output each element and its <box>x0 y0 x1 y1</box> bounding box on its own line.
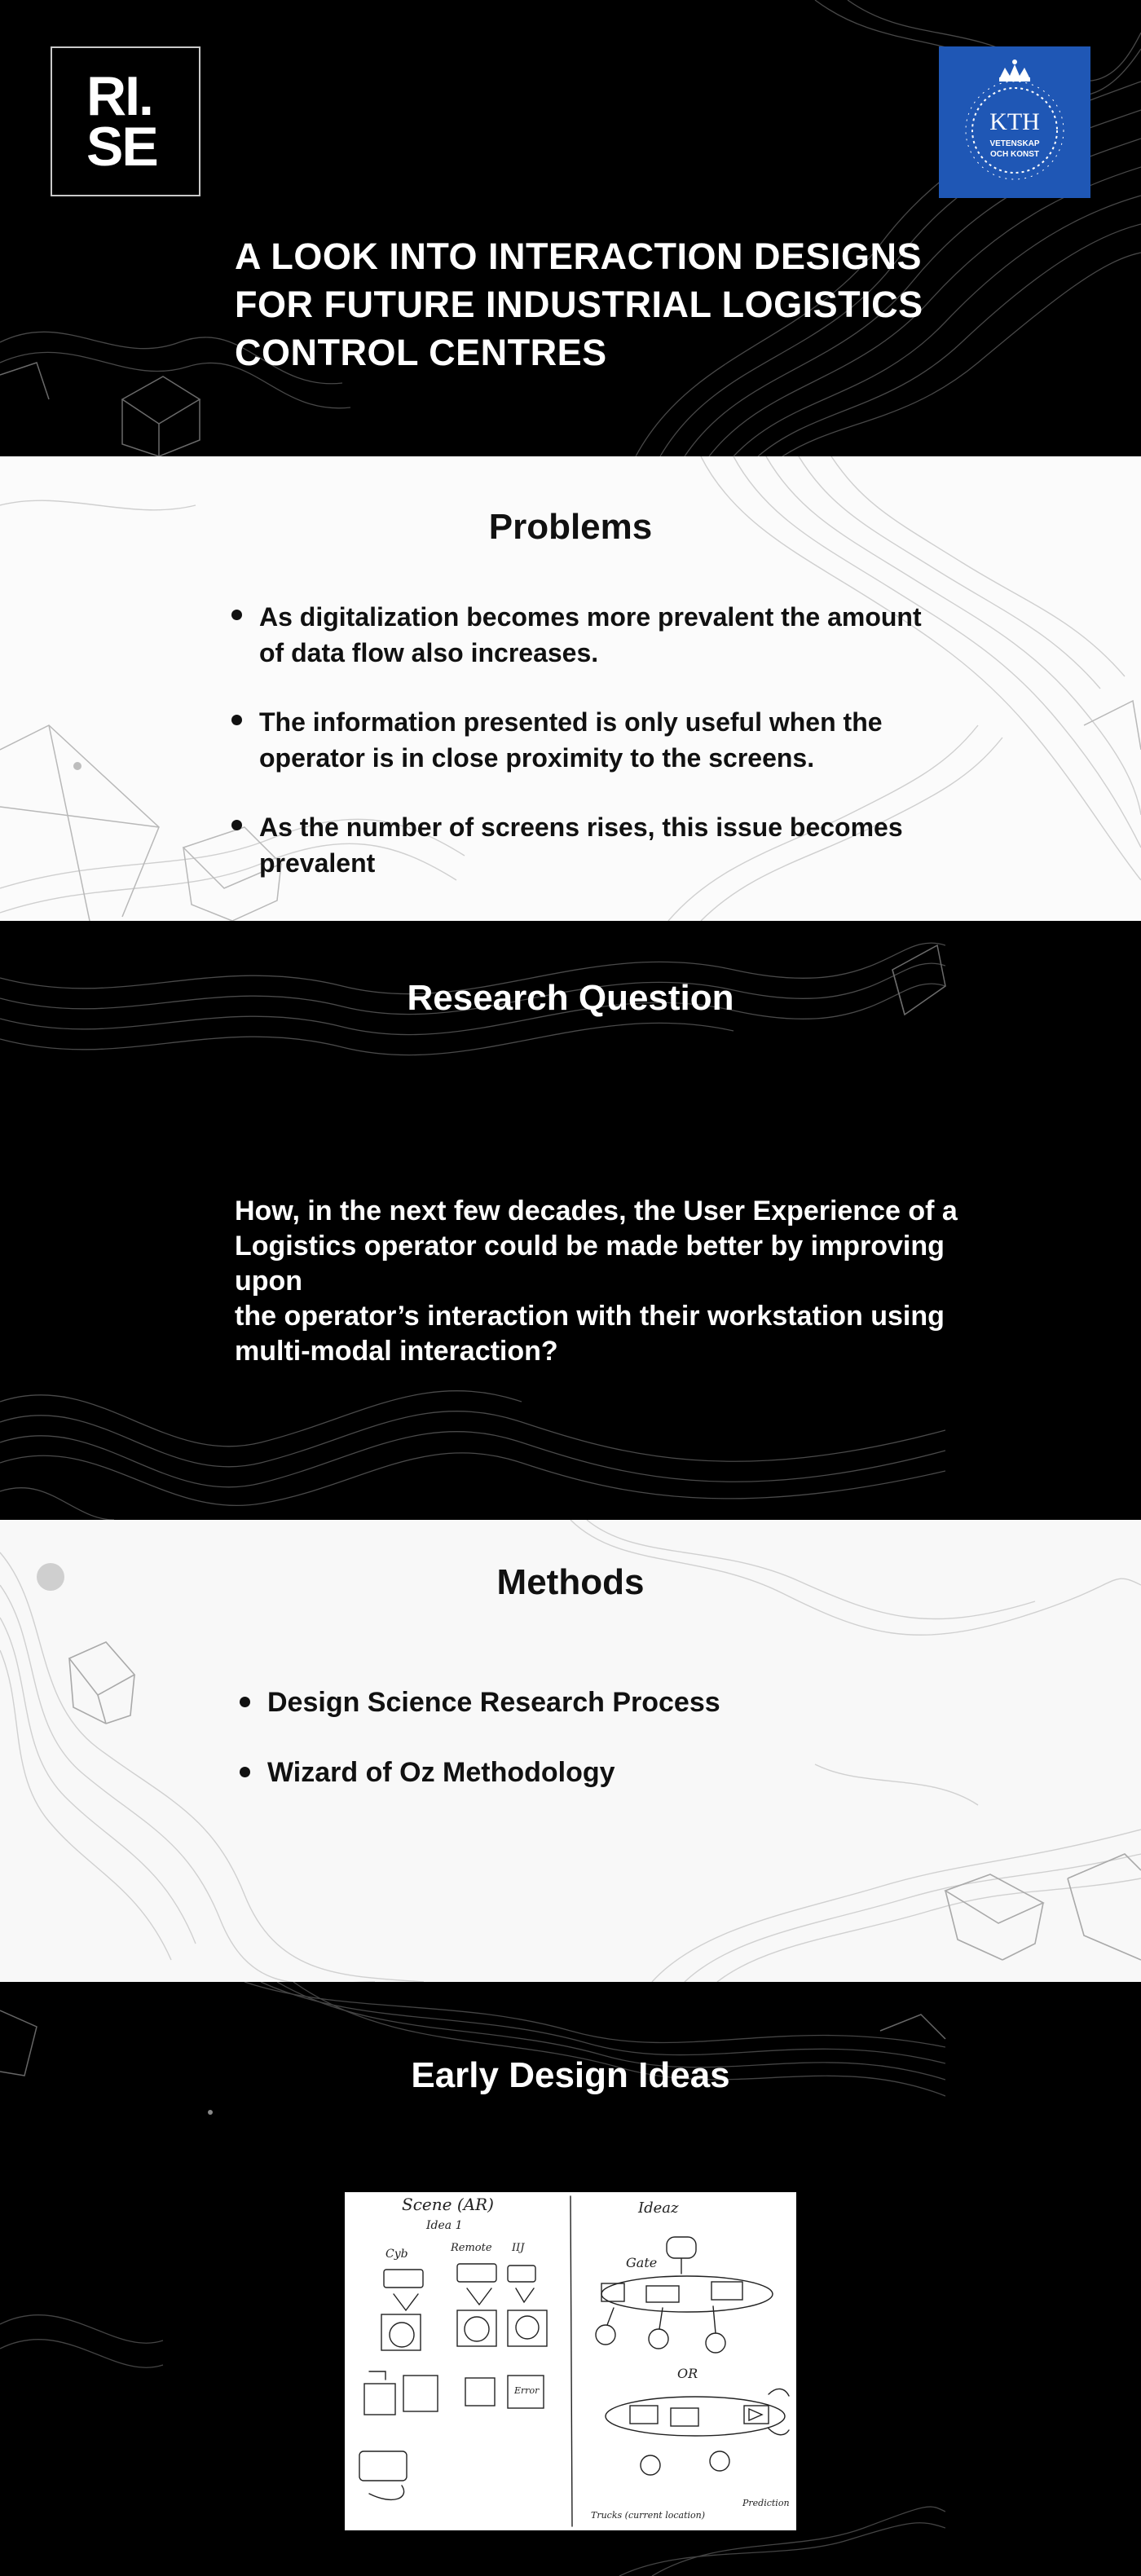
svg-text:Idea 1: Idea 1 <box>426 2219 463 2232</box>
list-item: As digitalization becomes more prevalent the amount of data flow also increases. <box>259 599 960 671</box>
early-design-title: Early Design Ideas <box>411 2055 730 2095</box>
svg-text:Gate: Gate <box>626 2255 658 2270</box>
problems-title: Problems <box>488 507 653 547</box>
page-title-line1: A LOOK INTO INTERACTION DESIGNS <box>235 236 923 277</box>
bullet-icon <box>240 1767 250 1777</box>
early-design-section <box>0 1982 1141 2576</box>
svg-text:KTH: KTH <box>989 108 1040 135</box>
list-item: The information presented is only useful when the operator is in close proximity to the screens. <box>259 704 960 776</box>
research-question-title: Research Question <box>407 978 734 1018</box>
research-question-section <box>0 921 1141 1520</box>
svg-text:Ideaz: Ideaz <box>638 2200 679 2217</box>
svg-text:IIJ: IIJ <box>512 2242 525 2254</box>
list-item: Design Science Research Process <box>267 1683 919 1722</box>
header-section <box>0 0 1141 456</box>
rise-logo-line2: SE <box>86 116 157 178</box>
design-sketch-image <box>345 2192 796 2530</box>
page-title-line2: FOR FUTURE INDUSTRIAL LOGISTICS <box>235 284 923 325</box>
svg-text:OR: OR <box>677 2366 698 2381</box>
methods-section <box>0 1520 1141 1982</box>
svg-text:Cyb: Cyb <box>385 2248 408 2261</box>
list-item: Wizard of Oz Methodology <box>267 1753 919 1792</box>
rise-logo-line1: RI. <box>86 65 152 127</box>
methods-title: Methods <box>496 1562 645 1602</box>
svg-text:VETENSKAP: VETENSKAP <box>989 139 1040 148</box>
page-title-line3: CONTROL CENTRES <box>235 332 607 373</box>
problems-section <box>0 456 1141 921</box>
svg-text:Error: Error <box>514 2385 540 2396</box>
list-item: As the number of screens rises, this issue becomes prevalent <box>259 809 960 881</box>
bullet-icon <box>231 820 242 830</box>
svg-text:Prediction: Prediction <box>742 2498 790 2508</box>
bullet-icon <box>231 715 242 725</box>
hand-drawn-sketch <box>345 2192 796 2530</box>
svg-text:Remote: Remote <box>451 2242 492 2254</box>
page-title <box>235 232 968 376</box>
methods-list <box>267 1683 919 1823</box>
svg-text:Scene (AR): Scene (AR) <box>402 2195 494 2214</box>
research-question-text: How, in the next few decades, the User Experience of a Logistics operator could be made better by improving upon the operator’s interaction with their workstation using multi-modal interaction? <box>235 1196 958 1367</box>
bullet-icon <box>231 610 242 620</box>
kth-logo <box>939 46 1090 198</box>
kth-seal-icon <box>945 53 1084 192</box>
svg-text:Trucks (current location): Trucks (current location) <box>591 2510 706 2521</box>
rise-logo <box>51 46 200 196</box>
svg-text:OCH KONST: OCH KONST <box>990 150 1039 159</box>
problems-list <box>259 599 960 914</box>
bullet-icon <box>240 1697 250 1707</box>
